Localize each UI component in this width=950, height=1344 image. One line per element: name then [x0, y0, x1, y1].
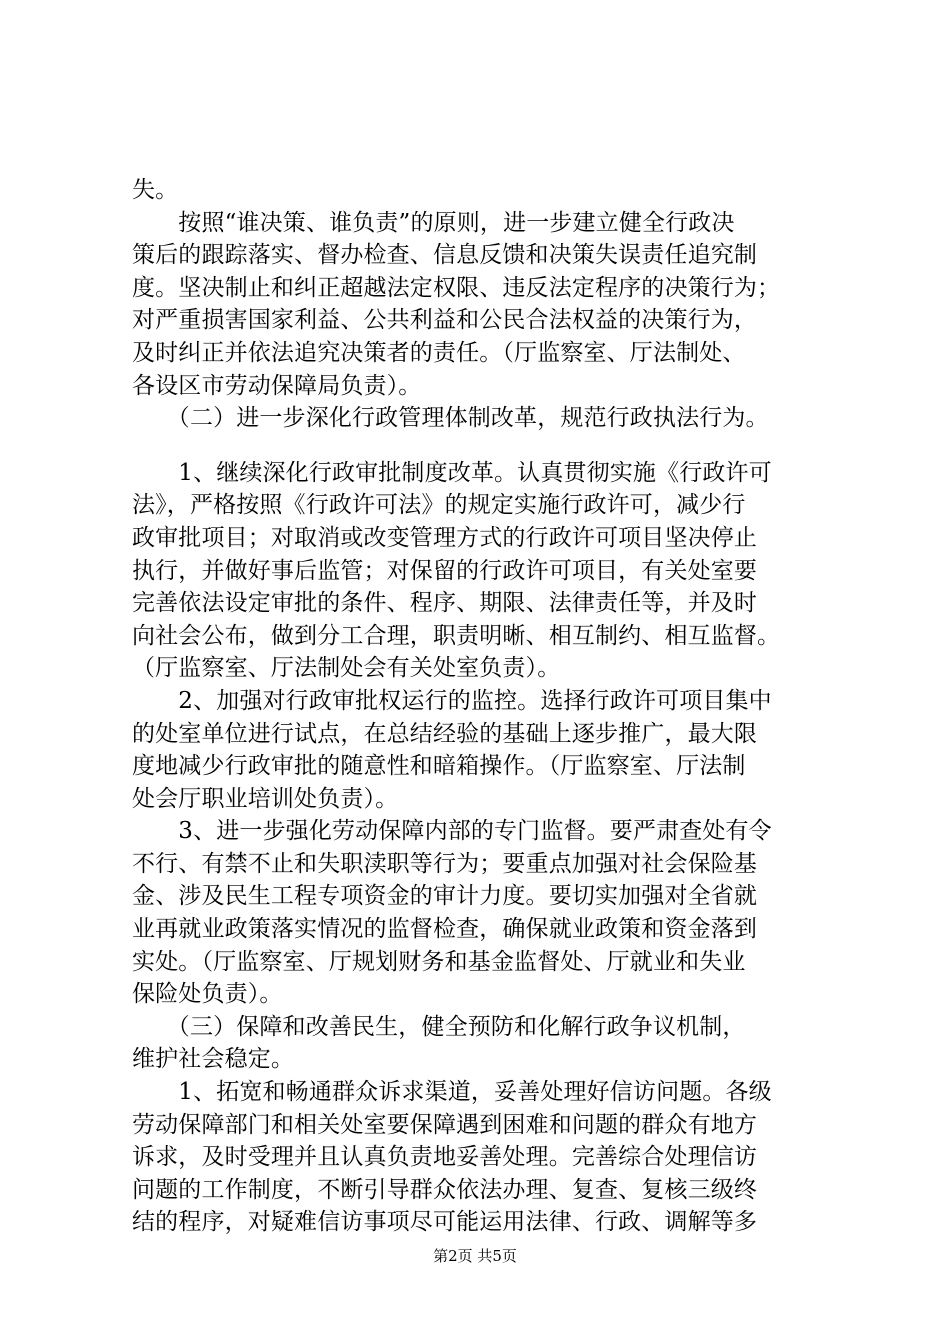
text-line: 策后的跟踪落实、督办检查、信息反馈和决策失误责任追究制	[132, 242, 758, 269]
text-line: 失。	[132, 177, 179, 203]
text-line: 1、拓宽和畅通群众诉求渠道，妥善处理好信访问题。各级	[132, 1079, 772, 1106]
page-number-label: 第2页 共5页	[433, 1247, 517, 1265]
text-line: 业再就业政策落实情况的监督检查，确保就业政策和资金落到	[132, 916, 758, 943]
text-line: 政审批项目；对取消或改变管理方式的行政许可项目坚决停止	[132, 524, 758, 551]
paragraph-gap	[132, 435, 822, 457]
section-heading: （三）保障和改善民生，健全预防和化解行政争议机制，	[132, 1013, 746, 1040]
text-line: 诉求，及时受理并且认真负责地妥善处理。完善综合处理信访	[132, 1144, 758, 1171]
section-heading: （二）进一步深化行政管理体制改革，规范行政执法行为。	[132, 405, 769, 432]
text-line: 向社会公布，做到分工合理，职责明晰、相互制约、相互监督。	[132, 622, 781, 649]
text-line: 的处室单位进行试点，在总结经验的基础上逐步推广，最大限	[132, 720, 758, 747]
text-line: 度。坚决制止和纠正超越法定权限、违反法定程序的决策行为；	[132, 274, 781, 301]
text-line: 处会厅职业培训处负责）。	[132, 785, 399, 812]
text-line: 及时纠正并依法追究决策者的责任。（厅监察室、厅法制处、	[132, 339, 746, 366]
text-line: 维护社会稳定。	[132, 1046, 295, 1073]
text-line: 问题的工作制度，不断引导群众依法办理、复查、复核三级终	[132, 1176, 758, 1203]
text-line: 劳动保障部门和相关处室要保障遇到困难和问题的群众有地方	[132, 1111, 758, 1138]
text-line: 不行、有禁不止和失职渎职等行为；要重点加强对社会保险基	[132, 850, 758, 877]
document-body	[132, 174, 822, 1239]
text-line: 对严重损害国家利益、公共利益和公民合法权益的决策行为，	[132, 307, 758, 334]
text-line: 执行，并做好事后监管；对保留的行政许可项目，有关处室要	[132, 557, 758, 584]
text-line: 金、涉及民生工程专项资金的审计力度。要切实加强对全省就	[132, 883, 758, 910]
text-line: 1、继续深化行政审批制度改革。认真贯彻实施《行政许可	[132, 459, 772, 486]
text-line: 度地减少行政审批的随意性和暗箱操作。（厅监察室、厅法制	[132, 753, 746, 780]
text-line: 按照“谁决策、谁负责”的原则，进一步建立健全行政决	[132, 209, 735, 236]
text-line: 各设区市劳动保障局负责）。	[132, 372, 422, 399]
text-line: 保险处负责）。	[132, 981, 283, 1008]
text-line: 2、加强对行政审批权运行的监控。选择行政许可项目集中	[132, 687, 772, 714]
text-line: 3、进一步强化劳动保障内部的专门监督。要严肃查处有令	[132, 818, 772, 845]
text-line: （厅监察室、厅法制处会有关处室负责）。	[132, 655, 561, 682]
text-line: 完善依法设定审批的条件、程序、期限、法律责任等，并及时	[132, 590, 758, 617]
text-line: 结的程序，对疑难信访事项尽可能运用法律、行政、调解等多	[132, 1209, 758, 1236]
text-line: 法》，严格按照《行政许可法》的规定实施行政许可，减少行	[132, 492, 746, 519]
text-line: 实处。（厅监察室、厅规划财务和基金监督处、厅就业和失业	[132, 948, 746, 975]
page-footer	[0, 1246, 950, 1266]
